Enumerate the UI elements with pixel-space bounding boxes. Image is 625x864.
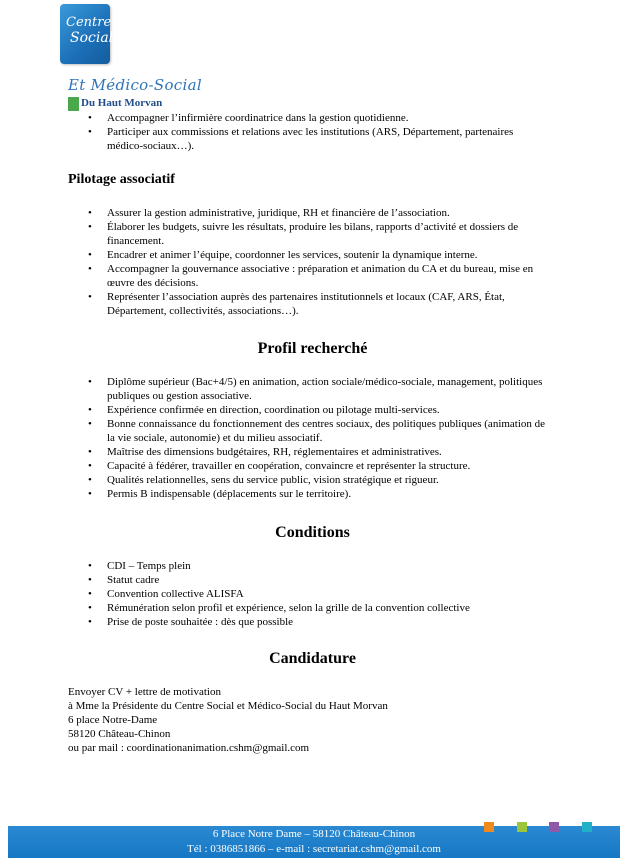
pilotage-list [88,206,548,318]
list-item: • Prise de poste souhaitée : dès que possible [88,615,548,629]
list-item: • Encadrer et animer l’équipe, coordonner les services, soutenir la dynamique interne. [88,248,548,262]
conditions-list [88,559,548,629]
list-item: • Participer aux commissions et relations avec les institutions (ARS, Département, partenaires médico-sociaux…). [88,125,548,153]
list-item: • Accompagner la gouvernance associative : préparation et animation du CA et du bureau, mise en œuvre des décisions. [88,262,548,290]
list-item: • Rémunération selon profil et expérience, selon la grille de la convention collective [88,601,548,615]
candidature-line: Envoyer CV + lettre de motivation [68,686,221,698]
list-item: • Capacité à fédérer, travailler en coopération, convaincre et représenter la structure. [88,459,548,473]
org-subtitle: Et Médico-Social [68,76,202,94]
list-item: • Statut cadre [88,573,548,587]
footer-address: 6 Place Notre Dame – 58120 Château-Chinon [212,828,416,840]
logo [60,4,114,64]
candidature-line: 6 place Notre-Dame [68,714,158,726]
list-item: • Accompagner l’infirmière coordinatrice dans la gestion quotidienne. [88,111,548,125]
list-item: • Élaborer les budgets, suivre les résultats, produire les bilans, rapports d’activité et dossiers de financement. [88,220,548,248]
list-item: • CDI – Temps plein [88,559,548,573]
list-item: • Bonne connaissance du fonctionnement des centres sociaux, des politiques publiques (animation de la vie sociale, autonomie) et du milieu associatif. [88,417,548,445]
list-item: • Permis B indispensable (déplacements sur le territoire). [88,487,548,501]
intro-list [88,111,548,153]
candidature-line: à Mme la Présidente du Centre Social et Médico-Social du Haut Morvan [68,700,388,712]
section-title-profil: Profil recherché [257,340,368,357]
list-item: • Convention collective ALISFA [88,587,548,601]
profil-list [88,375,548,501]
section-title-pilotage: Pilotage associatif [68,172,175,187]
candidature-line: 58120 Château-Chinon [68,728,171,740]
footer-bar [8,826,620,858]
list-item: • Expérience confirmée en direction, coordination ou pilotage multi-services. [88,403,548,417]
list-item: • Représenter l’association auprès des partenaires institutionnels et locaux (CAF, ARS, État, Département, collectivités, associations…). [88,290,548,318]
org-line: Du Haut Morvan [81,97,163,109]
section-title-candidature: Candidature [269,650,356,667]
list-item: • Maîtrise des dimensions budgétaires, RH, réglementaires et administratives. [88,445,548,459]
list-item: • Assurer la gestion administrative, juridique, RH et financière de l’association. [88,206,548,220]
section-title-conditions: Conditions [275,524,350,541]
list-item: • Diplôme supérieur (Bac+4/5) en animation, action sociale/médico-sociale, management, politiques publiques ou gestion associative. [88,375,548,403]
footer-contact[interactable]: Tél : 0386851866 – e-mail : secretariat.cshm@gmail.com [187,843,441,855]
candidature-text [68,685,388,755]
contact-email[interactable]: ou par mail : coordinationanimation.cshm@gmail.com [68,742,310,754]
logo-line2: Social [70,30,114,46]
green-square-icon [68,97,79,111]
list-item: • Qualités relationnelles, sens du service public, vision stratégique et rigueur. [88,473,548,487]
logo-line1: Centre [66,15,112,30]
